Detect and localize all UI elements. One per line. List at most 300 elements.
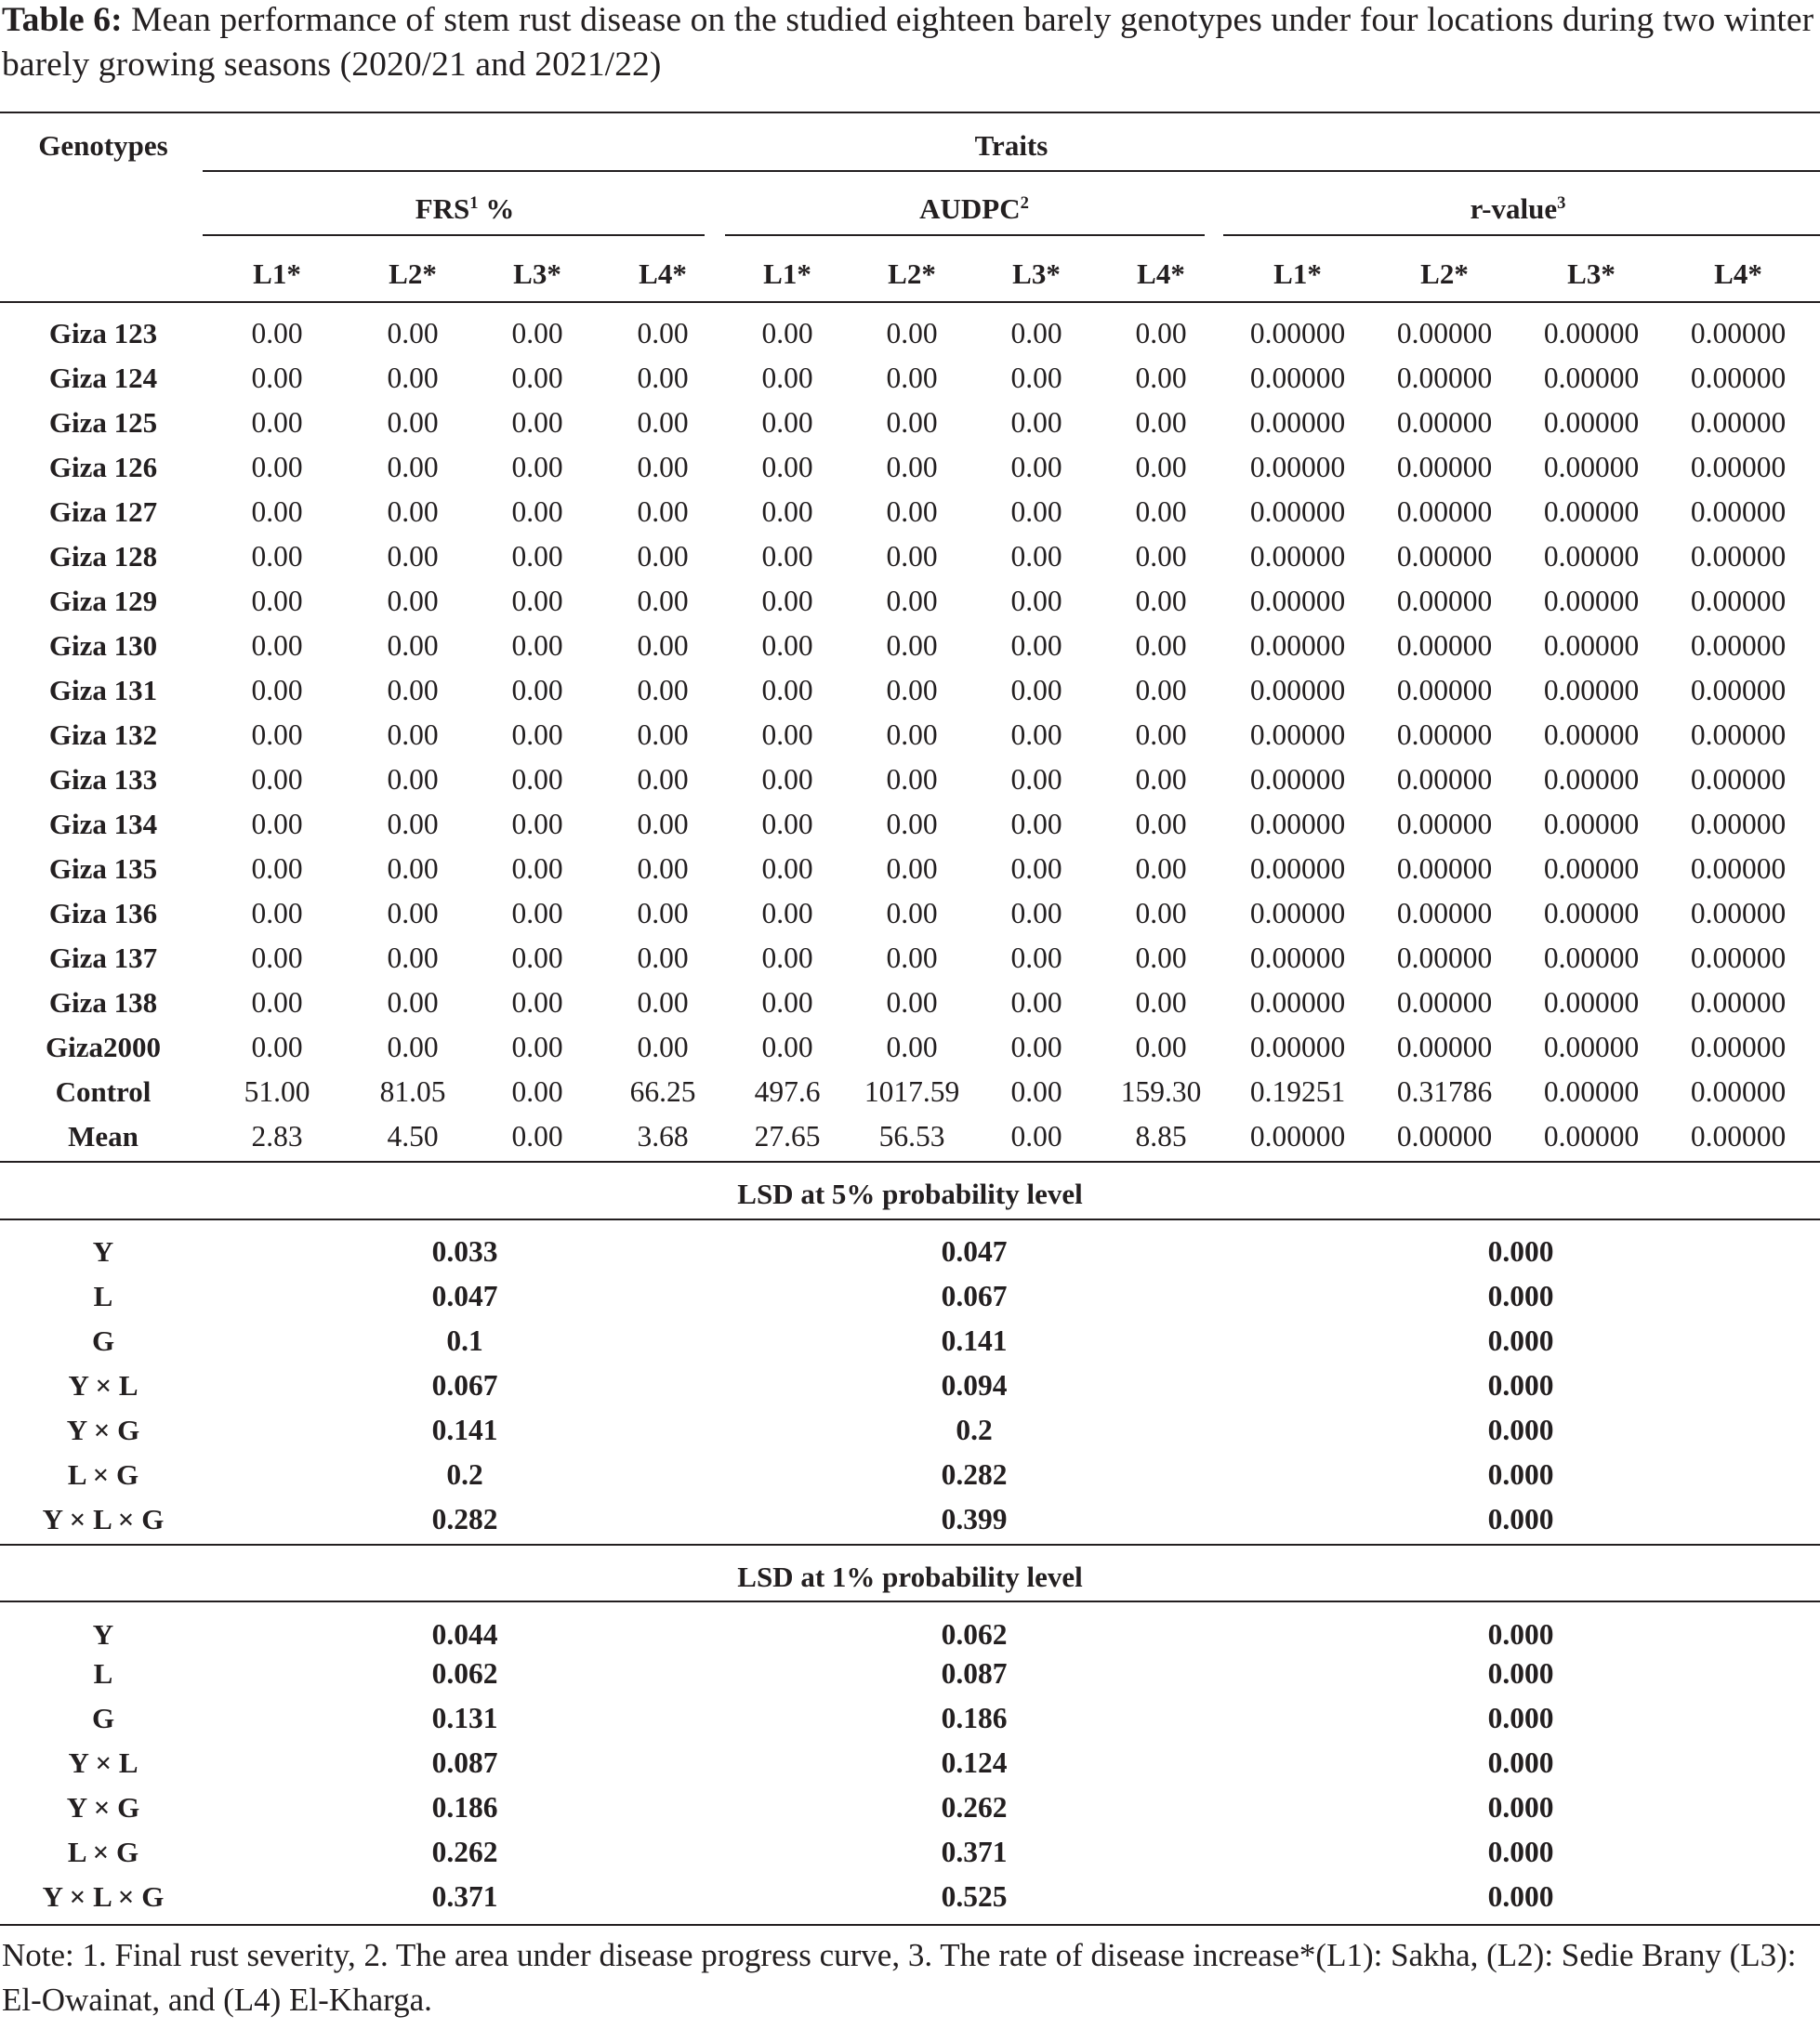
table-cell: 0.00: [511, 763, 563, 796]
lsd5-title: LSD at 5% probability level: [737, 1178, 1083, 1210]
table-cell: 0.00: [886, 763, 938, 796]
table-cell: 0.00: [1135, 406, 1187, 439]
table-cell: 0.00: [886, 674, 938, 706]
table-cell: 0.00: [1135, 540, 1187, 573]
table-cell: 0.00000: [1543, 852, 1640, 885]
table-cell: 0.00000: [1249, 852, 1346, 885]
table-cell: 0.00000: [1249, 585, 1346, 617]
table-cell: 0.00: [251, 852, 303, 885]
table-cell: 0.00: [251, 317, 303, 349]
table-cell: 0.00000: [1690, 808, 1787, 840]
table-cell: 0.00: [511, 1031, 563, 1063]
lsd-value: 0.094: [941, 1369, 1008, 1402]
lsd-source-label: Y × G: [66, 1791, 140, 1824]
footnote-marker: 2: [1020, 192, 1029, 213]
table-cell: 0.00000: [1249, 674, 1346, 706]
table-cell: 0.00: [1010, 317, 1062, 349]
table-cell: 0.00: [1010, 362, 1062, 394]
lsd-source-label: Y × L × G: [42, 1880, 165, 1913]
table-cell: 0.00000: [1690, 718, 1787, 751]
lsd-value: 0.000: [1487, 1458, 1554, 1491]
table-cell: 0.00: [387, 629, 439, 662]
table-cell: 0.00: [1010, 1075, 1062, 1108]
genotype-label: Giza 132: [48, 718, 158, 751]
table-cell: 0.00: [511, 406, 563, 439]
lsd-value: 0.131: [431, 1702, 498, 1734]
footnote-marker: 1: [469, 192, 479, 213]
table-cell: 0.00000: [1396, 1031, 1493, 1063]
table-cell: 0.00: [511, 986, 563, 1019]
lsd-value: 0.000: [1487, 1324, 1554, 1357]
table-cell: 0.00: [1135, 763, 1187, 796]
table-cell: 0.00: [886, 1031, 938, 1063]
lsd-value: 0.124: [941, 1746, 1008, 1779]
table-cell: 0.00: [251, 362, 303, 394]
table-cell: 0.00: [511, 451, 563, 483]
table-cell: 0.00: [886, 942, 938, 974]
table-cell: 0.00000: [1249, 1031, 1346, 1063]
lsd-source-label: Y: [92, 1618, 114, 1651]
table-cell: 0.00: [511, 362, 563, 394]
genotype-label: Giza2000: [46, 1031, 161, 1063]
lsd-value: 0.000: [1487, 1369, 1554, 1402]
genotype-label: Giza 137: [48, 942, 158, 974]
group-header-audpc: [919, 191, 1029, 228]
table-cell: 0.00: [1135, 986, 1187, 1019]
table-cell: 0.00: [251, 585, 303, 617]
lsd-value: 0.000: [1487, 1657, 1554, 1690]
lsd-value: 0.044: [431, 1618, 498, 1651]
lsd-source-label: G: [91, 1324, 115, 1357]
table-cell: 0.00000: [1543, 1075, 1640, 1108]
lsd-value: 0.000: [1487, 1702, 1554, 1734]
lsd-value: 0.262: [941, 1791, 1008, 1824]
table-cell: 0.00000: [1249, 1120, 1346, 1153]
table-cell: 0.00000: [1396, 629, 1493, 662]
lsd-value: 0.047: [941, 1235, 1008, 1268]
location-header: L1*: [253, 257, 301, 290]
table-cell: 0.00000: [1249, 629, 1346, 662]
lsd-value: 0.000: [1487, 1414, 1554, 1446]
genotype-label: Giza 131: [48, 674, 158, 706]
genotype-label: Mean: [68, 1120, 138, 1153]
table-cell: 0.00: [1010, 585, 1062, 617]
table-cell: 0.00000: [1396, 763, 1493, 796]
table-cell: 0.00000: [1543, 674, 1640, 706]
lsd-value: 0.141: [431, 1414, 498, 1446]
table-cell: 0.00: [511, 942, 563, 974]
table-cell: 0.00: [1135, 942, 1187, 974]
table-cell: 0.00: [387, 540, 439, 573]
table-cell: 0.00: [387, 763, 439, 796]
footnote-marker: 3: [1557, 192, 1566, 213]
table-cell: 0.00: [1010, 852, 1062, 885]
lsd5-top-rule: [0, 1161, 1820, 1163]
table-cell: 0.00000: [1690, 986, 1787, 1019]
lsd-value: 0.371: [431, 1880, 498, 1913]
table-cell: 0.00000: [1249, 451, 1346, 483]
traits-header: Traits: [974, 129, 1048, 162]
table-cell: 0.00000: [1249, 942, 1346, 974]
group-name: r-value: [1470, 192, 1558, 225]
table-cell: 0.00000: [1396, 674, 1493, 706]
table-cell: 0.00000: [1396, 362, 1493, 394]
genotype-label: Giza 138: [48, 986, 158, 1019]
table-cell: 0.00: [761, 362, 813, 394]
lsd1-bottom-rule: [0, 1601, 1820, 1602]
table-cell: 0.00: [886, 362, 938, 394]
table-cell: 0.00: [511, 585, 563, 617]
table-cell: 0.00: [387, 674, 439, 706]
table-cell: 0.00: [886, 897, 938, 929]
genotypes-header: Genotypes: [38, 129, 168, 162]
table-cell: 0.00: [251, 986, 303, 1019]
location-header: L4*: [1714, 257, 1762, 290]
genotype-label: Giza 126: [48, 451, 158, 483]
lsd-value: 0.186: [941, 1702, 1008, 1734]
table-cell: 27.65: [754, 1120, 821, 1153]
table-cell: 0.00: [637, 451, 689, 483]
lsd-value: 0.000: [1487, 1746, 1554, 1779]
table-cell: 0.00: [886, 540, 938, 573]
table-cell: 0.00000: [1543, 406, 1640, 439]
table-cell: 0.00000: [1249, 763, 1346, 796]
table-cell: 0.00: [637, 942, 689, 974]
table-cell: 0.00000: [1543, 1031, 1640, 1063]
lsd-source-label: Y × L: [68, 1746, 138, 1779]
table-cell: 0.00000: [1690, 451, 1787, 483]
table-cell: 0.00000: [1690, 585, 1787, 617]
lsd-source-label: L: [93, 1657, 113, 1690]
table-cell: 0.00: [511, 629, 563, 662]
table-cell: 0.00: [387, 808, 439, 840]
table-cell: 0.00: [1135, 629, 1187, 662]
lsd-value: 0.186: [431, 1791, 498, 1824]
table-cell: 0.00: [1135, 718, 1187, 751]
lsd-value: 0.087: [941, 1657, 1008, 1690]
table-cell: 0.00: [761, 540, 813, 573]
table-caption: [2, 0, 1818, 87]
table-cell: 0.00: [251, 1031, 303, 1063]
location-header: L3*: [1567, 257, 1616, 290]
table-cell: 0.00: [1135, 585, 1187, 617]
table-cell: 0.00000: [1690, 1075, 1787, 1108]
table-cell: 0.00000: [1249, 808, 1346, 840]
table-cell: 0.00: [761, 1031, 813, 1063]
table-cell: 0.00: [886, 317, 938, 349]
table-cell: 0.00: [251, 674, 303, 706]
lsd-value: 0.000: [1487, 1235, 1554, 1268]
table-cell: 0.00000: [1249, 406, 1346, 439]
table-cell: 0.00: [637, 317, 689, 349]
table-cell: 0.00000: [1396, 1120, 1493, 1153]
table-cell: 0.00: [251, 406, 303, 439]
table-cell: 0.00: [511, 718, 563, 751]
lsd-value: 0.2: [956, 1414, 993, 1446]
rvalue-underline: [1223, 234, 1820, 236]
table-cell: 0.00000: [1249, 362, 1346, 394]
caption-label: Table 6:: [2, 1, 123, 39]
genotype-label: Giza 130: [48, 629, 158, 662]
table-cell: 0.00: [511, 495, 563, 528]
genotype-label: Giza 136: [48, 897, 158, 929]
lsd-value: 0.000: [1487, 1836, 1554, 1868]
location-header: L4*: [639, 257, 687, 290]
table-cell: 0.00: [886, 495, 938, 528]
table-cell: 66.25: [629, 1075, 696, 1108]
table-cell: 0.00: [637, 540, 689, 573]
table-cell: 497.6: [754, 1075, 821, 1108]
table-cell: 0.00: [761, 986, 813, 1019]
location-header: L3*: [1012, 257, 1061, 290]
table-cell: 0.00000: [1396, 585, 1493, 617]
lsd-value: 0.000: [1487, 1880, 1554, 1913]
table-cell: 0.00: [387, 406, 439, 439]
table-cell: 0.00000: [1249, 540, 1346, 573]
genotype-label: Giza 123: [48, 317, 158, 349]
table-cell: 0.00: [1135, 852, 1187, 885]
location-header: L2*: [389, 257, 437, 290]
lsd-value: 0.000: [1487, 1791, 1554, 1824]
audpc-underline: [725, 234, 1205, 236]
table-cell: 0.00: [387, 317, 439, 349]
table-cell: 0.00000: [1690, 1120, 1787, 1153]
lsd-value: 0.282: [431, 1503, 498, 1535]
table-cell: 0.00: [761, 763, 813, 796]
table-cell: 0.00000: [1396, 808, 1493, 840]
table-cell: 0.00: [251, 942, 303, 974]
table-cell: 0.00: [511, 852, 563, 885]
table-cell: 159.30: [1120, 1075, 1202, 1108]
lsd-source-label: L × G: [67, 1836, 139, 1868]
location-header: L2*: [1420, 257, 1469, 290]
table-cell: 0.00000: [1543, 317, 1640, 349]
lsd-value: 0.000: [1487, 1280, 1554, 1312]
table-cell: 0.00: [1135, 317, 1187, 349]
table-cell: 56.53: [878, 1120, 945, 1153]
table-cell: 0.00000: [1396, 986, 1493, 1019]
group-name: FRS: [415, 192, 470, 225]
table-cell: 0.00: [1135, 451, 1187, 483]
bottom-rule: [0, 1924, 1820, 1926]
lsd-value: 0.1: [446, 1324, 483, 1357]
table-cell: 0.00: [637, 585, 689, 617]
table-cell: 0.00000: [1396, 406, 1493, 439]
table-cell: 3.68: [637, 1120, 689, 1153]
table-cell: 0.00: [1135, 495, 1187, 528]
table-cell: 0.00: [511, 317, 563, 349]
lsd-value: 0.399: [941, 1503, 1008, 1535]
table-cell: 0.00: [1010, 718, 1062, 751]
table-cell: 0.00000: [1543, 362, 1640, 394]
table-cell: 0.00: [1135, 674, 1187, 706]
lsd-value: 0.087: [431, 1746, 498, 1779]
table-cell: 0.00000: [1690, 897, 1787, 929]
location-header: L1*: [763, 257, 811, 290]
group-header-r-value: [1471, 191, 1566, 228]
table-cell: 0.00: [1135, 362, 1187, 394]
table-cell: 0.00: [886, 986, 938, 1019]
location-header: L3*: [513, 257, 561, 290]
table-cell: 0.00: [637, 852, 689, 885]
table-cell: 0.00000: [1396, 718, 1493, 751]
table-cell: 51.00: [244, 1075, 310, 1108]
table-cell: 0.00000: [1396, 495, 1493, 528]
table-cell: 0.00: [251, 540, 303, 573]
table-cell: 0.00: [387, 942, 439, 974]
table-cell: 0.00: [637, 629, 689, 662]
table-cell: 0.00: [511, 897, 563, 929]
lsd-source-label: Y × L: [68, 1369, 138, 1402]
table-cell: 0.00: [387, 718, 439, 751]
table-cell: 0.00: [1135, 1031, 1187, 1063]
table-cell: 0.00: [637, 362, 689, 394]
table-cell: 0.00: [511, 540, 563, 573]
table-cell: 0.00: [1010, 406, 1062, 439]
lsd-source-label: L × G: [67, 1458, 139, 1491]
lsd-source-label: Y × L × G: [42, 1503, 165, 1535]
table-cell: 0.00: [637, 808, 689, 840]
table-cell: 0.00000: [1543, 1120, 1640, 1153]
table-cell: 0.00000: [1690, 763, 1787, 796]
traits-underline: [203, 170, 1820, 172]
table-cell: 0.00000: [1249, 495, 1346, 528]
table-cell: 0.00000: [1396, 317, 1493, 349]
table-cell: 0.00000: [1396, 852, 1493, 885]
table-cell: 0.00: [761, 495, 813, 528]
table-cell: 0.00: [387, 451, 439, 483]
table-cell: 0.00: [1010, 808, 1062, 840]
table-cell: 0.00: [637, 495, 689, 528]
table-cell: 0.00000: [1543, 629, 1640, 662]
table-cell: 0.00: [251, 763, 303, 796]
lsd-value: 0.062: [941, 1618, 1008, 1651]
lsd-value: 0.067: [941, 1280, 1008, 1312]
lsd-value: 0.525: [941, 1880, 1008, 1913]
table-cell: 0.31786: [1396, 1075, 1493, 1108]
table-cell: 0.00000: [1396, 451, 1493, 483]
lsd-value: 0.141: [941, 1324, 1008, 1357]
table-cell: 0.00: [1010, 763, 1062, 796]
lsd-value: 0.062: [431, 1657, 498, 1690]
table-cell: 0.00000: [1543, 718, 1640, 751]
table-cell: 0.00: [761, 852, 813, 885]
table-cell: 0.00: [886, 585, 938, 617]
table-cell: 0.00: [387, 986, 439, 1019]
table-cell: 0.00: [1010, 897, 1062, 929]
lsd-source-label: G: [91, 1702, 115, 1734]
table-cell: 0.00: [886, 852, 938, 885]
table-cell: 0.00: [886, 718, 938, 751]
table-cell: 0.00: [1010, 942, 1062, 974]
table-cell: 0.00000: [1690, 495, 1787, 528]
lsd-source-label: L: [93, 1280, 113, 1312]
table-cell: 0.00000: [1690, 1031, 1787, 1063]
table-cell: 0.00: [637, 406, 689, 439]
table-cell: 0.00: [761, 317, 813, 349]
table-cell: 0.00: [886, 406, 938, 439]
lsd-source-label: Y × G: [66, 1414, 140, 1446]
table-cell: 0.00: [387, 1031, 439, 1063]
lsd-source-label: Y: [92, 1235, 114, 1268]
lsd-value: 0.033: [431, 1235, 498, 1268]
table-cell: 0.00: [387, 495, 439, 528]
table-cell: 0.00000: [1690, 406, 1787, 439]
table-cell: 2.83: [251, 1120, 303, 1153]
table-cell: 0.00000: [1396, 897, 1493, 929]
genotype-label: Giza 129: [48, 585, 158, 617]
group-name: AUDPC: [919, 192, 1021, 225]
table-cell: 0.00: [637, 986, 689, 1019]
table-cell: 8.85: [1135, 1120, 1187, 1153]
table-cell: 0.00: [251, 451, 303, 483]
location-header: L1*: [1273, 257, 1322, 290]
lsd-value: 0.000: [1487, 1503, 1554, 1535]
table-cell: 0.00000: [1690, 942, 1787, 974]
lsd-value: 0.371: [941, 1836, 1008, 1868]
frs-underline: [203, 234, 705, 236]
genotype-label: Giza 128: [48, 540, 158, 573]
table-cell: 0.00000: [1543, 495, 1640, 528]
table-cell: 0.00: [761, 451, 813, 483]
table-cell: 0.00: [1135, 897, 1187, 929]
table-cell: 0.00: [1010, 1031, 1062, 1063]
table-cell: 0.00: [1010, 986, 1062, 1019]
lsd-value: 0.282: [941, 1458, 1008, 1491]
table-cell: 0.00: [511, 1075, 563, 1108]
table-cell: 0.00000: [1543, 540, 1640, 573]
table-cell: 0.00: [251, 897, 303, 929]
table-cell: 0.00: [761, 897, 813, 929]
table-cell: 0.00: [886, 629, 938, 662]
table-cell: 0.00: [761, 674, 813, 706]
table-cell: 0.00000: [1396, 942, 1493, 974]
table-cell: 0.00: [637, 1031, 689, 1063]
table-cell: 0.00: [1010, 629, 1062, 662]
table-cell: 0.00: [1010, 495, 1062, 528]
table-cell: 0.00: [251, 629, 303, 662]
lsd-value: 0.2: [446, 1458, 483, 1491]
table-cell: 0.00: [886, 451, 938, 483]
table-cell: 0.00: [511, 1120, 563, 1153]
caption-text: Mean performance of stem rust disease on the studied eighteen barely genotypes under four locations during two winter barely growing seasons (2020/21 and 2021/22): [2, 1, 1814, 84]
lsd-value: 0.067: [431, 1369, 498, 1402]
group-suffix: %: [478, 192, 515, 225]
header-bottom-rule: [0, 301, 1820, 303]
table-cell: 0.00: [1010, 674, 1062, 706]
table-cell: 0.00000: [1249, 986, 1346, 1019]
location-header: L2*: [888, 257, 936, 290]
lsd-value: 0.262: [431, 1836, 498, 1868]
table-cell: 0.00: [761, 808, 813, 840]
top-rule: [0, 112, 1820, 113]
table-cell: 0.00: [886, 808, 938, 840]
table-cell: 0.00: [251, 718, 303, 751]
table-cell: 0.00000: [1543, 808, 1640, 840]
table-cell: 0.00000: [1690, 852, 1787, 885]
table-cell: 0.00: [637, 897, 689, 929]
table-cell: 0.00: [1010, 540, 1062, 573]
table-cell: 0.00: [387, 362, 439, 394]
genotype-label: Giza 134: [48, 808, 158, 840]
table-note: Note: 1. Final rust severity, 2. The area under disease progress curve, 3. The rate of disease increase*(L1): Sakha, (L2): Sedie Brany (L3): El-Owainat, and (L4) El-Kharga.: [2, 1937, 1797, 2018]
table-cell: 0.00000: [1690, 629, 1787, 662]
table-cell: 0.19251: [1249, 1075, 1346, 1108]
table-cell: 0.00000: [1249, 897, 1346, 929]
lsd-value: 0.047: [431, 1280, 498, 1312]
genotype-label: Giza 133: [48, 763, 158, 796]
table-cell: 0.00: [761, 629, 813, 662]
